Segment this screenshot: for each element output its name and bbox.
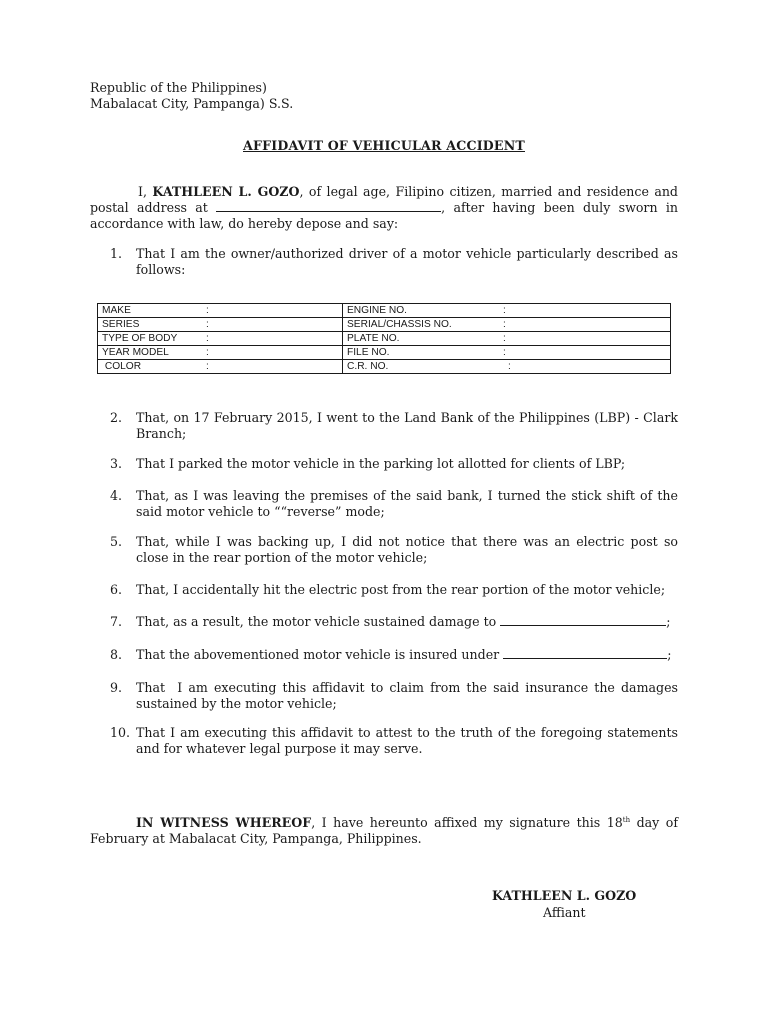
witness-text-2: day of February at Mabalacat City, Pampanga, Philippines. — [90, 815, 679, 846]
item-8-text: That the abovementioned motor vehicle is insured under — [136, 647, 504, 662]
color-label: COLOR — [102, 360, 142, 372]
list-item-9 — [110, 680, 683, 712]
list-item-8 — [110, 647, 678, 663]
list-item-number: 10. — [110, 725, 131, 740]
item-7-text: That, as a result, the motor vehicle sustained damage to — [136, 614, 501, 629]
intro-paragraph — [90, 184, 678, 232]
table-cell — [343, 332, 671, 346]
table-cell — [343, 318, 671, 332]
table-cell — [98, 346, 343, 360]
list-item-text: That I am the owner/authorized driver of a motor vehicle particularly described as follows: — [136, 246, 678, 277]
list-item-text: That I am executing this affidavit to claim from the said insurance the damages sustained by the motor vehicle; — [136, 680, 683, 711]
venue-line-1: Republic of the Philippines) — [90, 80, 267, 95]
list-item-text: That, while I was backing up, I did not notice that there was an electric post so close in the rear portion of the motor vehicle; — [136, 534, 678, 565]
colon: : — [206, 304, 209, 316]
list-item-text: That I am executing this affidavit to attest to the truth of the foregoing statements and for whatever legal purpose it may serve. — [136, 725, 678, 756]
colon: : — [503, 346, 506, 358]
serial-chassis-label: SERIAL/CHASSIS NO. — [347, 318, 452, 330]
list-item-text: That, I accidentally hit the electric post from the rear portion of the motor vehicle; — [136, 582, 666, 597]
list-item-6 — [110, 582, 678, 598]
list-item-number: 5. — [110, 534, 123, 549]
plate-no-label: PLATE NO. — [347, 332, 400, 344]
table-cell — [98, 318, 343, 332]
table-cell — [343, 346, 671, 360]
table-cell — [98, 332, 343, 346]
table-cell — [98, 304, 343, 318]
insurer-blank — [503, 647, 667, 659]
list-item-10 — [110, 725, 678, 757]
witness-superscript: th — [622, 815, 631, 824]
list-item-text — [136, 614, 678, 630]
list-item-number: 2. — [110, 410, 123, 425]
list-item-number: 7. — [110, 614, 123, 629]
witness-text-1: , I have hereunto affixed my signature this 18 — [311, 815, 623, 830]
year-model-label: YEAR MODEL — [102, 346, 169, 358]
list-item-text: That I parked the motor vehicle in the parking lot allotted for clients of LBP; — [136, 456, 626, 471]
table-row — [98, 318, 671, 332]
list-item-text — [136, 647, 678, 663]
colon: : — [508, 360, 511, 372]
list-item-number: 9. — [110, 680, 123, 695]
list-item-3 — [110, 456, 678, 472]
colon: : — [503, 304, 506, 316]
intro-text-2: , after having been duly sworn in accordance with law, do hereby depose and say: — [90, 200, 678, 231]
witness-paragraph — [90, 815, 678, 847]
list-item-text: That, on 17 February 2015, I went to the Land Bank of the Philippines (LBP) - Clark Branch; — [136, 410, 678, 441]
signatory-name: KATHLEEN L. GOZO — [492, 888, 637, 903]
venue-line-2: Mabalacat City, Pampanga) S.S. — [90, 96, 294, 111]
address-blank — [216, 200, 441, 212]
document-title: AFFIDAVIT OF VEHICULAR ACCIDENT — [243, 138, 525, 153]
table-row — [98, 304, 671, 318]
list-item-number: 1. — [110, 246, 123, 261]
damage-blank — [500, 614, 666, 626]
series-label: SERIES — [102, 318, 140, 330]
list-item-4 — [110, 488, 678, 520]
vehicle-description-table — [97, 303, 671, 374]
table-cell — [343, 304, 671, 318]
intro-text-1: , of legal age, Filipino citizen, married and residence and postal address at — [90, 184, 678, 215]
item-8-end: ; — [667, 647, 672, 662]
colon: : — [206, 360, 209, 372]
list-item-7 — [110, 614, 678, 630]
table-cell — [98, 360, 343, 374]
list-item-text: That, as I was leaving the premises of the said bank, I turned the stick shift of the said motor vehicle to ““reverse” mode; — [136, 488, 678, 519]
item-7-end: ; — [666, 614, 671, 629]
type-of-body-label: TYPE OF BODY — [102, 332, 178, 344]
list-item-5 — [110, 534, 678, 566]
intro-pronoun: I, — [138, 184, 153, 199]
colon: : — [206, 332, 209, 344]
affiant-name: KATHLEEN L. GOZO — [152, 184, 300, 199]
list-item-number: 4. — [110, 488, 123, 503]
file-no-label: FILE NO. — [347, 346, 390, 358]
table-cell — [343, 360, 671, 374]
venue-block — [90, 80, 490, 112]
list-item-number: 8. — [110, 647, 123, 662]
table-row — [98, 332, 671, 346]
list-item-number: 3. — [110, 456, 123, 471]
table-row — [98, 360, 671, 374]
make-label: MAKE — [102, 304, 131, 316]
cr-no-label: C.R. NO. — [347, 360, 389, 372]
list-item-1 — [110, 246, 678, 278]
colon: : — [503, 318, 506, 330]
colon: : — [503, 332, 506, 344]
table-row — [98, 346, 671, 360]
signatory-role: Affiant — [543, 905, 586, 920]
engine-no-label: ENGINE NO. — [347, 304, 408, 316]
colon: : — [206, 346, 209, 358]
list-item-number: 6. — [110, 582, 123, 597]
list-item-2 — [110, 410, 678, 442]
colon: : — [206, 318, 209, 330]
witness-bold: IN WITNESS WHEREOF — [136, 815, 312, 830]
